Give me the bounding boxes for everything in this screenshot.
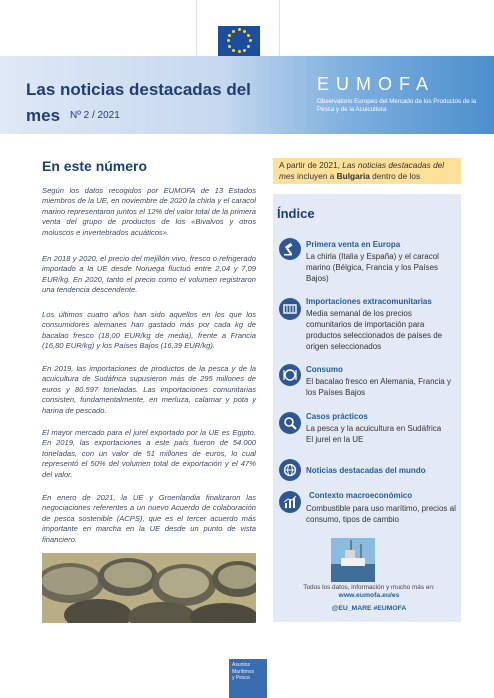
magnifier-icon bbox=[279, 412, 301, 434]
index-item-title[interactable]: Contexto macroeconómico bbox=[309, 491, 413, 500]
page-title-line1: Las noticias destacadas del bbox=[26, 80, 251, 99]
paragraph-3: Los últimos cuatro años han sido aquellos en los que los consumidores alemanes han gastado más por cada kg de bacalao fresco (18,00 EUR/kg de media), frente a Francia (16,80 EUR/kg) y los Países Bajos (16,39 EUR/kg). bbox=[42, 310, 256, 351]
index-item-title[interactable]: Consumo bbox=[306, 365, 343, 374]
page-title-line2: mes bbox=[26, 106, 61, 125]
index-item-body: Media semanal de los precios comunitarios de importación para productos seleccionados de países de origen seleccionados bbox=[306, 309, 443, 351]
dg-mare-line3: y Pesca bbox=[232, 675, 250, 681]
section-title: En este número bbox=[42, 158, 148, 174]
dg-mare-line2: Marítimos bbox=[232, 668, 254, 675]
chart-icon bbox=[279, 491, 301, 513]
notice-suffix: dentro de los bbox=[369, 171, 421, 181]
footer-url-link[interactable]: www.eumofa.eu/es bbox=[338, 592, 400, 599]
paragraph-5: El mayor mercado para el jurel exportado por la UE es Egipto. En 2019, las exportaciones a este país fueron de 54.000 toneladas, con un valor de 51 millones de euros, lo cual representó el 50% del volumen total de exportación y el 47% del valor. bbox=[42, 428, 256, 479]
index-item-body: Combustible para uso marítimo, precios al consumo, tipos de cambio bbox=[306, 504, 456, 524]
footer-social-handle[interactable]: @EU_MARE #EUMOFA bbox=[331, 605, 407, 612]
fishing-boat-photo bbox=[331, 538, 375, 582]
container-icon bbox=[279, 298, 301, 320]
globe-icon bbox=[279, 459, 301, 481]
index-title: Índice bbox=[277, 206, 315, 221]
eu-flag-icon bbox=[218, 26, 260, 56]
notice-prefix: A partir de 2021, bbox=[279, 160, 343, 170]
gavel-icon bbox=[279, 238, 301, 260]
notice-middle: incluyen a bbox=[294, 171, 337, 181]
issue-number: Nº 2 / 2021 bbox=[70, 110, 120, 121]
eumofa-subtitle: Observatorio Europeo del Mercado de los Productos de la Pesca y de la Acuicultura bbox=[317, 98, 477, 113]
paragraph-1: Según los datos recogidos por EUMOFA de 13 Estados miembros de la UE, en noviembre de 2020 la chirla y el caracol marino representaron juntos el 12% del valor total de la primera venta del grupo de productos de los «Bivalvos y otros moluscos e invertebrados acuáticos». bbox=[42, 186, 257, 237]
plate-icon bbox=[279, 364, 301, 386]
dg-mare-line1: Asuntos bbox=[232, 662, 251, 668]
index-item-title[interactable]: Importaciones extracomunitarias bbox=[306, 297, 432, 306]
footer-text: Todos los datos, información y mucho más en: bbox=[303, 584, 435, 591]
index-item-body: La pesca y la acuicultura en Sudáfrica El jurel en la UE bbox=[306, 424, 442, 444]
index-item-title[interactable]: Primera venta en Europa bbox=[306, 240, 401, 249]
eumofa-logo: EUMOFA bbox=[317, 74, 436, 94]
dg-mare-logo bbox=[229, 659, 267, 698]
index-item-body: La chirla (Italia y España) y el caracol marino (Bélgica, Francia y los Países Bajos) bbox=[306, 252, 439, 283]
index-item-title[interactable]: Noticias destacadas del mundo bbox=[306, 466, 426, 475]
paragraph-4: En 2019, las importaciones de productos de la pesca y de la acuicultura de Sudáfrica supusieron más de 295 millones de euros y 80.597 toneladas. Las importaciones comunitarias consisten, fundamentalmente, en merluza, calamar y pota y harina de pescado. bbox=[42, 364, 256, 415]
index-item-title[interactable]: Casos prácticos bbox=[306, 412, 368, 421]
clams-photo bbox=[42, 553, 256, 623]
bulgaria-notice bbox=[273, 158, 461, 184]
index-item-body: El bacalao fresco en Alemania, Francia y los Países Bajos bbox=[306, 377, 451, 397]
paragraph-2: En 2018 y 2020, el precio del mejillón vivo, fresco o refrigerado importado a la UE desde Noruega fluctuó entre 2,04 y 7,09 EUR/kg. En 2020, tanto el precio como el volumen registraron una tendencia descendente. bbox=[42, 254, 256, 295]
paragraph-6: En enero de 2021, la UE y Groenlandia finalizaron las negociaciones referentes a un nuevo Acuerdo de colaboración de pesca sostenible (ACPS), que es el tercer acuerdo más importante en marcha en la UE desde un punto de vista financiero. bbox=[42, 493, 256, 544]
notice-italic: Las noticias destacadas del mes bbox=[279, 160, 445, 181]
notice-bold: Bulgaria bbox=[336, 171, 370, 181]
